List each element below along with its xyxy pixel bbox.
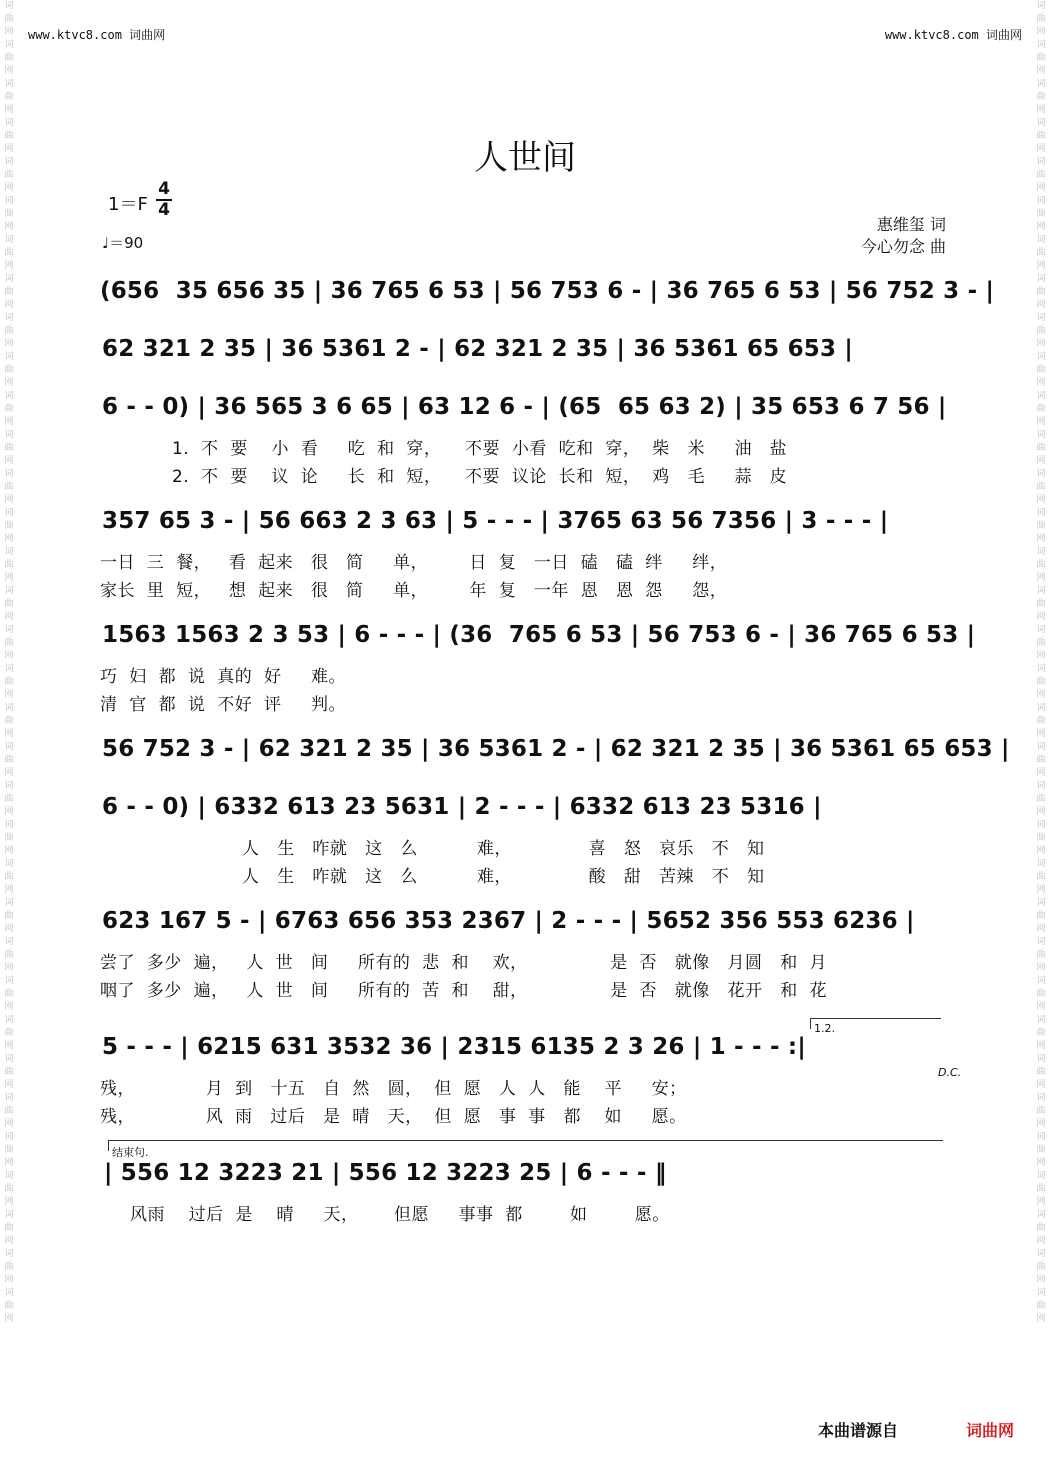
side-watermark-right: 词曲网词曲网词曲网词曲网词曲网词曲网词曲网词曲网词曲网词曲网词曲网词曲网词曲网词曲网词曲网词曲网词曲网词曲网词曲网词曲网词曲网词曲网词曲网词曲网词曲网词曲网词曲网词曲网词曲网词曲网词曲网词曲网词曲网词曲网 xyxy=(1036,1,1046,1324)
score-row-3: 6 - - 0) | 36 565 3 6 65 | 63 12 6 - | (65 65 63 2) | 35 653 6 7 56 | xyxy=(102,394,947,420)
lyric-row-5-verse-2: 清 官 都 说 不好 评 判。 xyxy=(100,695,347,715)
time-top: 4 xyxy=(158,179,170,199)
key-signature: 1＝F xyxy=(108,194,148,215)
coda-bracket xyxy=(108,1140,943,1151)
lyric-row-7-verse-2: 人 生 咋就 这 么 难， 酸 甜 苦辣 不 知 xyxy=(242,867,765,887)
dc-marking: D.C. xyxy=(938,1066,962,1079)
lyric-row-4-verse-2: 家长 里 短， 想 起来 很 简 单， 年 复 一年 恩 恩 怨 怨， xyxy=(100,581,728,601)
coda-label: 结束句. xyxy=(112,1146,149,1159)
score-row-8: 623 167 5 - | 6763 656 353 2367 | 2 - - - | 5652 356 553 6236 | xyxy=(102,908,915,934)
score-row-2: 62 321 2 35 | 36 5361 2 - | 62 321 2 35 | 36 5361 65 653 | xyxy=(102,336,854,362)
tempo-marking: ♩＝90 xyxy=(102,234,144,252)
volta-label: 1.2. xyxy=(814,1022,835,1035)
composer: 今心勿念 曲 xyxy=(860,237,946,256)
score-row-7: 6 - - 0) | 6332 613 23 5631 | 2 - - - | 6332 613 23 5316 | xyxy=(102,794,822,820)
lyric-row-10: 风雨 过后 是 晴 天， 但愿 事事 都 如 愿。 xyxy=(130,1205,670,1225)
score-row-6: 56 752 3 - | 62 321 2 35 | 36 5361 2 - | 62 321 2 35 | 36 5361 65 653 | xyxy=(102,736,1010,762)
score-row-4: 357 65 3 - | 56 663 2 3 63 | 5 - - - | 3765 63 56 7356 | 3 - - - | xyxy=(102,508,889,534)
lyricist: 惠维玺 词 xyxy=(876,215,946,234)
time-bottom: 4 xyxy=(158,200,170,220)
score-row-9: 5 - - - | 6215 631 3532 36 | 2315 6135 2 3 26 | 1 - - - :| xyxy=(102,1034,806,1060)
lyric-row-8-verse-2: 咽了 多少 遍， 人 世 间 所有的 苦 和 甜， 是 否 就像 花开 和 花 xyxy=(100,981,827,1001)
score-row-10: | 556 12 3223 21 | 556 12 3223 25 | 6 - - - ‖ xyxy=(104,1160,667,1186)
lyric-row-8-verse-1: 尝了 多少 遍， 人 世 间 所有的 悲 和 欢， 是 否 就像 月圆 和 月 xyxy=(100,953,827,973)
lyric-row-4-verse-1: 一日 三 餐， 看 起来 很 简 单， 日 复 一日 磕 磕 绊 绊， xyxy=(100,553,728,573)
song-title: 人世间 xyxy=(474,138,576,178)
lyric-row-7-verse-1: 人 生 咋就 这 么 难， 喜 怒 哀乐 不 知 xyxy=(242,839,765,859)
score-row-5: 1563 1563 2 3 53 | 6 - - - | (36 765 6 53 | 56 753 6 - | 36 765 6 53 | xyxy=(102,622,976,648)
footer-site-link[interactable]: 词曲网 xyxy=(966,1421,1015,1440)
site-header-right[interactable]: www.ktvc8.com 词曲网 xyxy=(884,28,1022,42)
site-header-left[interactable]: www.ktvc8.com 词曲网 xyxy=(28,28,166,42)
lyric-row-3-verse-2: 2. 不 要 议 论 长 和 短， 不要 议论 长和 短， 鸡 毛 蒜 皮 xyxy=(172,467,788,487)
lyric-row-5-verse-1: 巧 妇 都 说 真的 好 难。 xyxy=(100,667,347,687)
lyric-row-3-verse-1: 1. 不 要 小 看 吃 和 穿， 不要 小看 吃和 穿， 柴 米 油 盐 xyxy=(172,439,788,459)
lyric-row-9-verse-2: 残， 风 雨 过后 是 晴 天， 但 愿 事 事 都 如 愿。 xyxy=(100,1107,687,1127)
footer-source: 本曲谱源自 xyxy=(818,1421,899,1440)
time-signature xyxy=(156,180,172,220)
score-row-1: (656 35 656 35 | 36 765 6 53 | 56 753 6 - | 36 765 6 53 | 56 752 3 - | xyxy=(100,278,995,304)
lyric-row-9-verse-1: 残， 月 到 十五 自 然 圆， 但 愿 人 人 能 平 安； xyxy=(100,1079,687,1099)
side-watermark-left: 词曲网词曲网词曲网词曲网词曲网词曲网词曲网词曲网词曲网词曲网词曲网词曲网词曲网词曲网词曲网词曲网词曲网词曲网词曲网词曲网词曲网词曲网词曲网词曲网词曲网词曲网词曲网词曲网词曲网词曲网词曲网词曲网词曲网词曲网 xyxy=(4,1,14,1324)
